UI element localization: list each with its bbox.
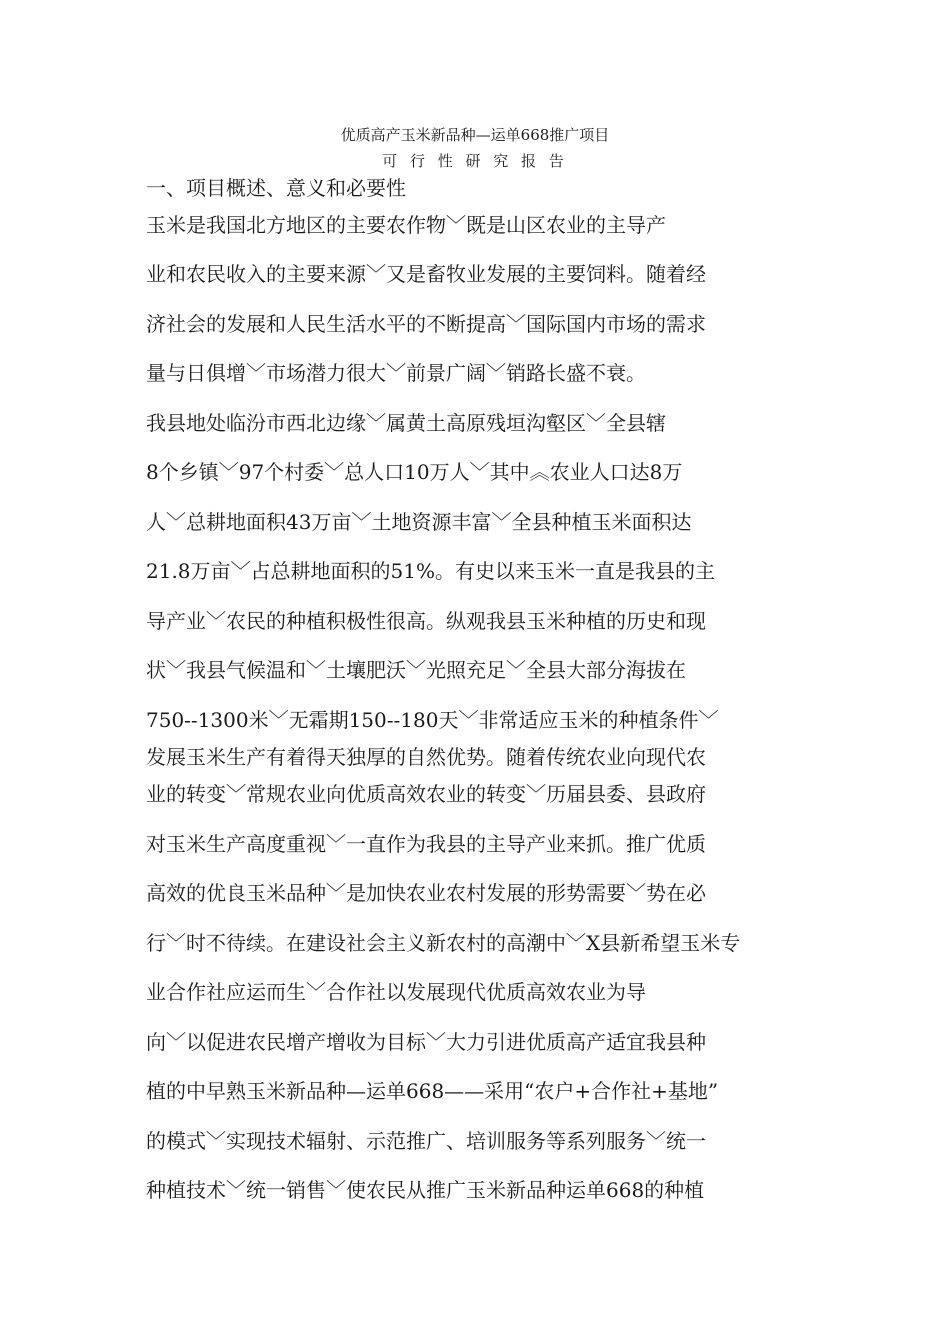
- document-subtitle: 可 行 性 研 究 报 告: [382, 152, 568, 170]
- document-title: 优质高产玉米新品种—运单668推广项目: [340, 126, 610, 144]
- section-heading: 一、项目概述、意义和必要性: [146, 176, 406, 200]
- body-line: 750--1300米﹀无霜期150--180天﹀非常适应玉米的种植条件﹀: [146, 708, 719, 732]
- body-line: 对玉米生产高度重视﹀一直作为我县的主导产业来抓。推广优质: [146, 832, 706, 856]
- body-line: 玉米是我国北方地区的主要农作物﹀既是山区农业的主导产: [146, 213, 666, 237]
- body-line: 业的转变﹀常规农业向优质高效农业的转变﹀历届县委、县政府: [146, 782, 706, 806]
- body-line: 的模式﹀实现技术辐射、示范推广、培训服务等系列服务﹀统一: [146, 1129, 706, 1153]
- body-line: 种植技术﹀统一销售﹀使农民从推广玉米新品种运单668的种植: [146, 1178, 705, 1202]
- body-line: 我县地处临汾市西北边缘﹀属黄土高原残垣沟壑区﹀全县辖: [146, 411, 666, 435]
- body-line: 业和农民收入的主要来源﹀又是畜牧业发展的主要饲料。随着经: [146, 262, 706, 286]
- body-line: 向﹀以促进农民增产增收为目标﹀大力引进优质高产适宜我县种: [146, 1030, 706, 1054]
- body-line: 高效的优良玉米品种﹀是加快农业农村发展的形势需要﹀势在必: [146, 881, 706, 905]
- body-line: 人﹀总耕地面积43万亩﹀土地资源丰富﹀全县种植玉米面积达: [146, 510, 692, 534]
- body-line: 业合作社应运而生﹀合作社以发展现代优质高效农业为导: [146, 980, 646, 1004]
- body-line: 21.8万亩﹀占总耕地面积的51%。有史以来玉米一直是我县的主: [146, 559, 715, 583]
- body-line: 植的中早熟玉米新品种—运单668——采用“农户+合作社+基地”: [146, 1079, 719, 1103]
- body-line: 发展玉米生产有着得天独厚的自然优势。随着传统农业向现代农: [146, 745, 706, 769]
- body-line: 行﹀时不待续。在建设社会主义新农村的高潮中﹀X县新希望玉米专: [146, 931, 741, 955]
- body-line: 济社会的发展和人民生活水平的不断提高﹀国际国内市场的需求: [146, 312, 706, 336]
- body-line: 导产业﹀农民的种植积极性很高。纵观我县玉米种植的历史和现: [146, 609, 706, 633]
- body-line: 状﹀我县气候温和﹀土壤肥沃﹀光照充足﹀全县大部分海拔在: [146, 658, 686, 682]
- body-line: 量与日俱增﹀市场潜力很大﹀前景广阔﹀销路长盛不衰。: [146, 361, 646, 385]
- body-line: 8个乡镇﹀97个村委﹀总人口10万人﹀其中︽农业人口达8万: [146, 460, 683, 484]
